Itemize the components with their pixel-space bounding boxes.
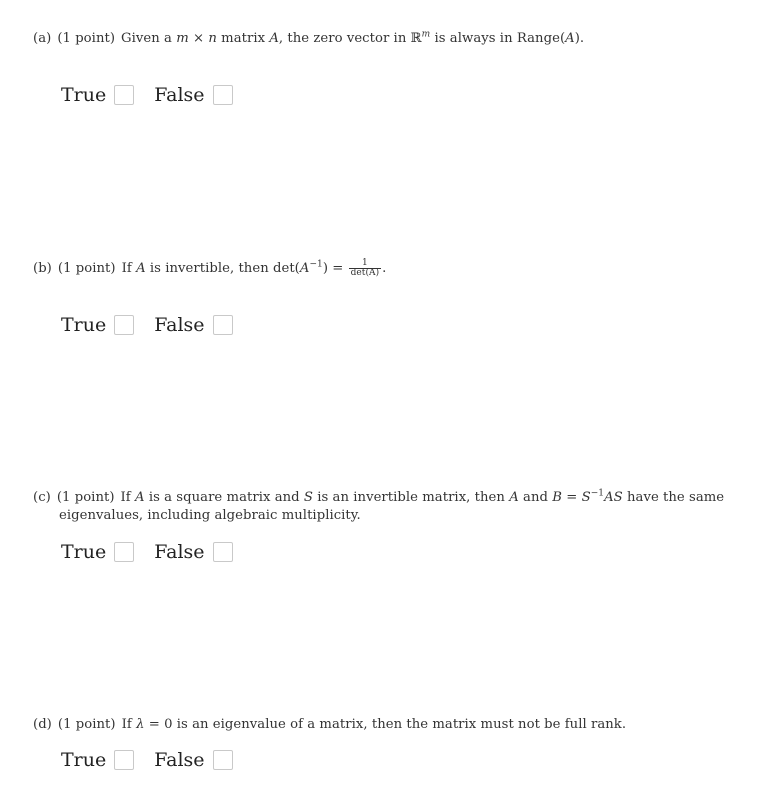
false-option[interactable] [154,541,232,563]
text-segment: is an invertible matrix, then [317,490,505,505]
math-var: S [303,490,313,505]
answer-choices-a [61,84,253,106]
math-var: A [269,31,279,46]
true-option[interactable] [61,749,134,771]
answer-choices-d [61,749,253,771]
false-label: False [154,314,205,336]
question-points: (1 point) [57,261,116,276]
question-b [33,259,739,278]
text-segment: If [121,717,132,732]
true-label: True [61,541,107,563]
text-segment: If [120,490,131,505]
fraction-numerator: 1 [349,259,382,269]
math-symbol: ℝ [410,31,422,46]
math-var: AS [604,490,623,505]
false-option[interactable] [154,749,232,771]
false-option[interactable] [154,84,232,106]
false-label: False [154,84,205,106]
math-sup: m [421,29,431,40]
text-segment: , the zero vector in [278,31,407,46]
math-sup: −1 [309,259,323,270]
answer-choices-b [61,314,253,336]
math-sup: −1 [590,488,605,499]
answer-choices-c [61,541,253,563]
question-points: (1 point) [57,31,116,46]
text-segment: matrix [221,31,266,46]
text-segment: eigenvalues, including algebraic multiplicity. [59,508,361,523]
math-op: × [193,31,205,46]
false-label: False [154,749,205,771]
text-segment: and [523,490,548,505]
true-label: True [61,84,107,106]
math-var: A [136,261,146,276]
text-segment: ) = [322,261,344,276]
text-segment: Given a [121,31,172,46]
false-checkbox[interactable] [213,750,233,770]
false-option[interactable] [154,314,232,336]
text-segment: If [121,261,132,276]
true-option[interactable] [61,314,134,336]
math-var: B [552,490,562,505]
math-var: S [581,490,591,505]
question-label: (c) [33,490,51,505]
math-var: A [299,261,310,276]
text-segment: is always in Range( [434,31,566,46]
question-label: (a) [33,31,52,46]
question-c-text [33,489,739,525]
text-segment: ). [574,31,585,46]
question-d-text [33,716,739,734]
true-checkbox[interactable] [114,750,134,770]
question-a [33,30,739,48]
question-b-text [33,259,739,278]
math-var: m [176,31,189,46]
math-op: = [566,490,578,505]
math-var: A [135,490,145,505]
math-var: A [565,31,575,46]
true-checkbox[interactable] [114,542,134,562]
question-c [33,489,739,525]
text-segment: . [382,261,387,276]
math-var: n [208,31,217,46]
question-d [33,716,739,734]
question-label: (d) [33,717,52,732]
false-checkbox[interactable] [213,315,233,335]
question-points: (1 point) [56,490,115,505]
question-a-text [33,30,739,48]
question-label: (b) [33,261,52,276]
text-segment: is invertible, then det( [149,261,300,276]
true-option[interactable] [61,541,134,563]
fraction-denominator: det(A) [350,268,380,278]
text-segment: is a square matrix and [148,490,300,505]
false-checkbox[interactable] [213,542,233,562]
true-checkbox[interactable] [114,315,134,335]
math-var: λ [136,717,145,732]
text-segment: have the same [626,490,725,505]
false-label: False [154,541,205,563]
question-points: (1 point) [57,717,116,732]
true-checkbox[interactable] [114,85,134,105]
true-label: True [61,314,107,336]
false-checkbox[interactable] [213,85,233,105]
fraction [349,259,382,278]
text-segment: = 0 is an eigenvalue of a matrix, then the matrix must not be full rank. [148,717,627,732]
true-label: True [61,749,107,771]
math-var: A [509,490,519,505]
true-option[interactable] [61,84,134,106]
